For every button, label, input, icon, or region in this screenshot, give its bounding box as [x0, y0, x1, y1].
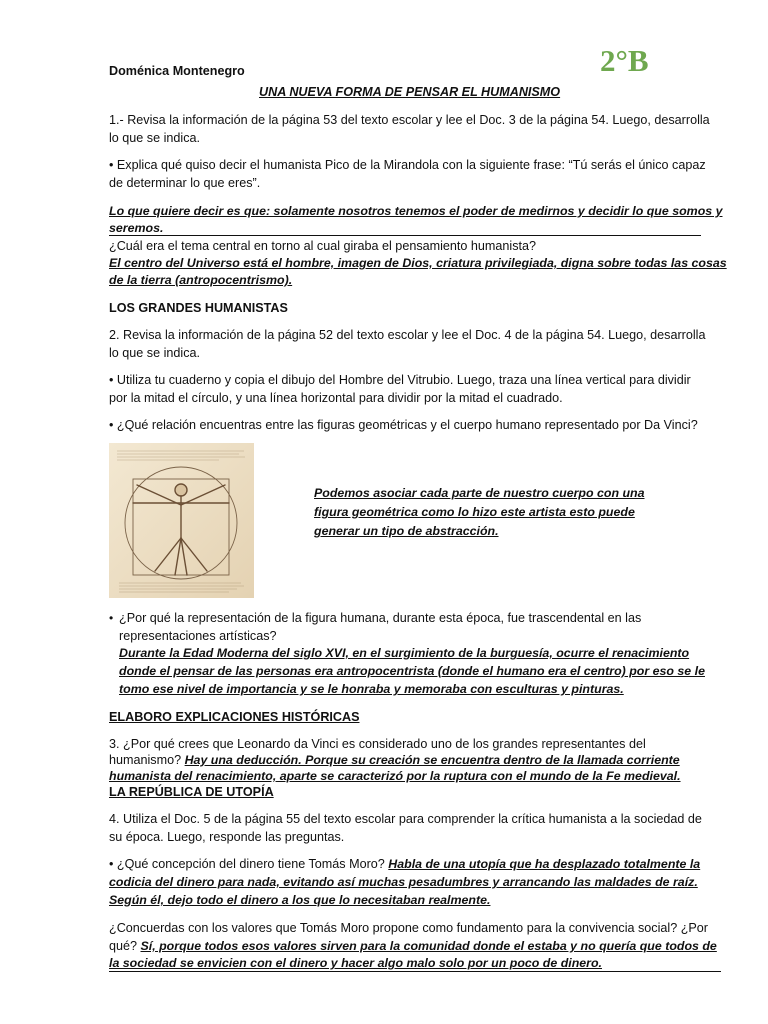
- section1-instruction-line2: lo que se indica.: [109, 131, 201, 145]
- task-vitruvio-line2: por la mitad el círculo, y una línea horizontal para dividir por la mitad el cuadrado.: [109, 391, 563, 405]
- heading-republica-utopia: LA REPÚBLICA DE UTOPÍA: [109, 785, 274, 799]
- answer-human-figure-line1: Durante la Edad Moderna del siglo XVI, en el surgimiento de la burguesía, ocurre el renacimiento: [119, 646, 690, 660]
- heading-explicaciones-historicas: ELABORO EXPLICACIONES HISTÓRICAS: [109, 710, 360, 724]
- section2-instruction-line1: 2. Revisa la información de la página 52 del texto escolar y lee el Doc. 4 de la página 54. Luego, desarrolla: [109, 328, 706, 342]
- section4-instruction-line2: su época. Luego, responde las preguntas.: [109, 830, 345, 844]
- student-name: Doménica Montenegro: [109, 64, 245, 78]
- question-da-vinci-line2: [109, 752, 680, 769]
- answer-values-line2: la sociedad se envicien con el dinero y hacer algo malo solo por un poco de dinero.: [109, 956, 602, 970]
- answer-underline: [109, 235, 701, 236]
- question-da-vinci-line1: 3. ¿Por qué crees que Leonardo da Vinci es considerado uno de los grandes representantes del: [109, 737, 646, 751]
- answer-human-figure-line3: tomo ese nivel de importancia y se le honraba y memoraba con esculturas y pinturas.: [119, 682, 624, 696]
- question-pico-line1: • Explica qué quiso decir el humanista Pico de la Mirandola con la siguiente frase: “Tú serás el único capaz: [109, 158, 706, 172]
- answer-money-line1: Habla de una utopía que ha desplazado totalmente la: [388, 857, 701, 871]
- question-values-prefix: qué?: [109, 939, 141, 953]
- vitruvian-man-svg: [109, 443, 254, 598]
- answer-geometry-line1: Podemos asociar cada parte de nuestro cuerpo con una: [314, 486, 645, 500]
- worksheet-title: UNA NUEVA FORMA DE PENSAR EL HUMANISMO: [259, 85, 561, 99]
- question-human-figure-line1: ¿Por qué la representación de la figura humana, durante esta época, fue trascendental en las: [119, 611, 642, 625]
- section1-instruction-line1: 1.- Revisa la información de la página 53 del texto escolar y lee el Doc. 3 de la página 54. Luego, desarrolla: [109, 113, 710, 127]
- question-money-prefix: • ¿Qué concepción del dinero tiene Tomás Moro?: [109, 857, 389, 871]
- answer-da-vinci-line2: humanista del renacimiento, aparte se caracterizó por la ruptura con el mundo de la Fe medieval.: [109, 769, 681, 783]
- answer-da-vinci-line1: Hay una deducción. Porque su creación se encuentra dentro de la llamada corriente: [184, 753, 680, 767]
- answer-values-underline: [109, 971, 721, 972]
- answer-money-line3: Según él, dejo todo el dinero a los que lo necesitaban realmente.: [109, 893, 491, 907]
- heading-grandes-humanistas: LOS GRANDES HUMANISTAS: [109, 301, 288, 315]
- answer-central-theme-line2: de la tierra (antropocentrismo).: [109, 273, 293, 287]
- section2-instruction-line2: lo que se indica.: [109, 346, 201, 360]
- answer-pico-line1: Lo que quiere decir es que: solamente nosotros tenemos el poder de medirnos y decidir lo que somos y: [109, 204, 723, 218]
- answer-money-line2: codicia del dinero para nada, evitando así muchas pesadumbres y arrancando las maldades de raíz.: [109, 875, 698, 889]
- task-vitruvio-line1: • Utiliza tu cuaderno y copia el dibujo del Hombre del Vitrubio. Luego, traza una línea vertical para dividir: [109, 373, 691, 387]
- section4-instruction-line1: 4. Utiliza el Doc. 5 de la página 55 del texto escolar para comprender la crítica humanista a la sociedad de: [109, 812, 702, 826]
- answer-geometry-line2: figura geométrica como lo hizo este artista esto puede: [314, 505, 635, 519]
- answer-human-figure-line2: donde el pensar de las personas era antropocentrista (donde el humano era el centro) por eso se le: [119, 664, 705, 678]
- answer-geometry-line3: generar un tipo de abstracción.: [314, 524, 499, 538]
- question-geometry: • ¿Qué relación encuentras entre las figuras geométricas y el cuerpo humano representado por Da Vinci?: [109, 418, 698, 432]
- bullet-icon: •: [109, 611, 114, 625]
- question-da-vinci-prefix: humanismo?: [109, 753, 185, 767]
- answer-central-theme-line1: El centro del Universo está el hombre, imagen de Dios, criatura privilegiada, digna sobre todas las cosas: [109, 256, 727, 270]
- question-central-theme: ¿Cuál era el tema central en torno al cual giraba el pensamiento humanista?: [109, 239, 537, 253]
- question-values-line1: ¿Concuerdas con los valores que Tomás Moro propone como fundamento para la convivencia social? ¿Por: [109, 921, 708, 935]
- vitruvian-man-drawing-icon: [109, 443, 254, 598]
- answer-values-line1: Sí, porque todos esos valores sirven para la comunidad donde el estaba y no quería que todos de: [140, 939, 717, 953]
- grade-label: 2°B: [600, 43, 649, 78]
- question-values-line2: [109, 938, 717, 955]
- question-pico-line2: de determinar lo que eres”.: [109, 176, 261, 190]
- question-human-figure-line2: representaciones artísticas?: [119, 629, 277, 643]
- answer-pico-line2: seremos.: [109, 221, 164, 235]
- question-money-line1: [109, 856, 700, 873]
